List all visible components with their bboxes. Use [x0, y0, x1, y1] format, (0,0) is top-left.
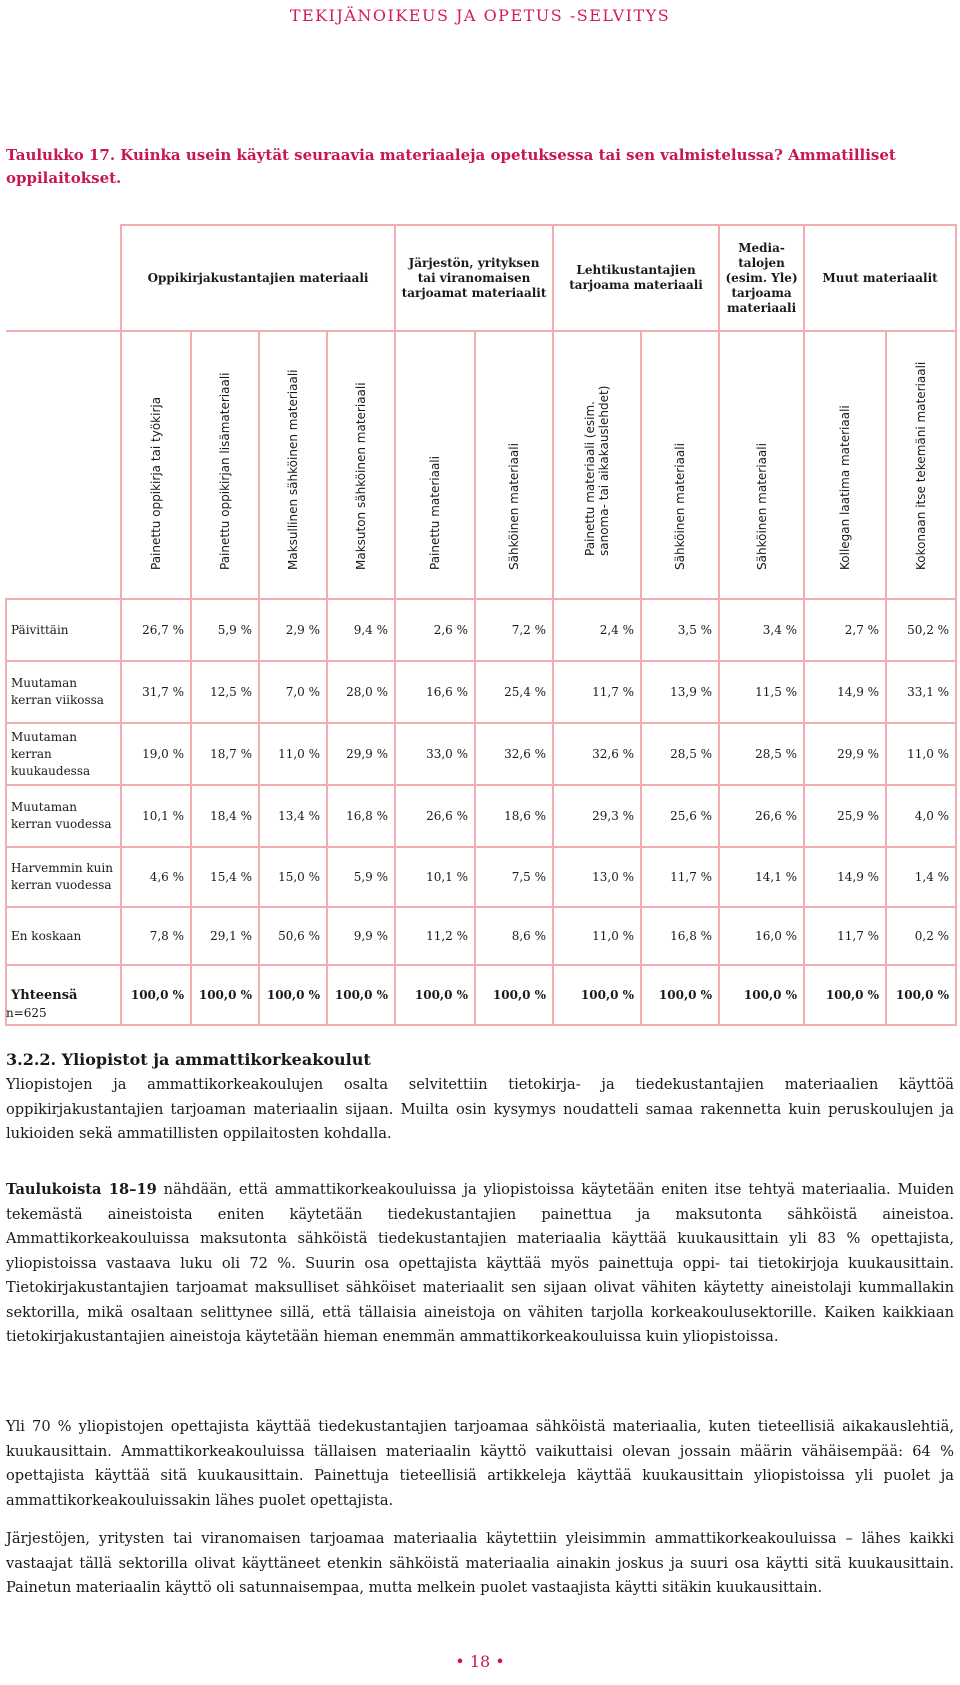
- table-cell: 25,9 %: [804, 785, 886, 847]
- table-cell: 32,6 %: [553, 723, 641, 785]
- table-cell: 11,7 %: [553, 661, 641, 723]
- group-header: Muut materiaalit: [804, 225, 956, 331]
- column-header-label: Sähköinen materiaali: [754, 443, 769, 570]
- table-cell: 5,9 %: [327, 847, 395, 907]
- paragraph: [6, 1178, 954, 1350]
- table-cell: 11,2 %: [395, 907, 475, 965]
- column-header-label: Maksullinen sähköinen materiaali: [286, 369, 300, 570]
- table-cell: 13,4 %: [259, 785, 327, 847]
- table-caption: Taulukko 17. Kuinka usein käytät seuraavia materiaaleja opetuksessa tai sen valmistelussa? Ammatilliset oppilaitokset.: [6, 146, 896, 187]
- column-header: [191, 331, 259, 599]
- table-cell: 100,0 %: [327, 965, 395, 1025]
- table-cell: 33,0 %: [395, 723, 475, 785]
- column-header: [553, 331, 641, 599]
- table-cell: 10,1 %: [395, 847, 475, 907]
- column-header: [327, 331, 395, 599]
- row-label: Muutaman kerran viikossa: [6, 661, 121, 723]
- table-cell: 0,2 %: [886, 907, 956, 965]
- table-row: [6, 661, 956, 723]
- column-header-label: Kollegan laatima materiaali: [838, 405, 853, 570]
- table-row: [6, 907, 956, 965]
- row-label: Muutaman kerran kuukaudessa: [6, 723, 121, 785]
- column-header: [259, 331, 327, 599]
- column-header-label: Sähköinen materiaali: [507, 443, 522, 570]
- table-cell: 29,3 %: [553, 785, 641, 847]
- group-header: Oppikirjakustantajien materiaali: [121, 225, 395, 331]
- table-cell: 100,0 %: [191, 965, 259, 1025]
- table-cell: 25,4 %: [475, 661, 553, 723]
- table-cell: 2,9 %: [259, 599, 327, 661]
- paragraph: Järjestöjen, yritysten tai viranomaisen tarjoamaa materiaalia käytettiin yleisimmin ammattikorkeakouluissa – lähes kaikki vastaajat tällä sektorilla olivat käyttäneet etenkin sähköistä materiaalia ainakin joskus ja suuri osa käytti sitä kuukausittain. Painetun materiaalin käyttö oli satunnaisempaa, mutta melkein puolet vastaajista käytti sitäkin kuukausittain.: [6, 1530, 954, 1596]
- table-cell: 11,0 %: [886, 723, 956, 785]
- page-number: • 18 •: [455, 1652, 505, 1671]
- column-header-label: Sähköinen materiaali: [673, 443, 688, 570]
- table-cell: 13,9 %: [641, 661, 719, 723]
- table-cell: 31,7 %: [121, 661, 191, 723]
- row-label: Harvemmin kuin kerran vuodessa: [6, 847, 121, 907]
- column-header-label: Maksuton sähköinen materiaali: [354, 382, 369, 570]
- paragraph: Yliopistojen ja ammattikorkeakoulujen osalta selvitettiin tietokirja- ja tiedekustantajien materiaalien käyttöä oppikirjakustantajien tarjoaman materiaalin sijaan. Muilta osin kysymys noudatteli samaa rakennetta kuin peruskoulujen ja lukioiden sekä ammatillisten oppilaitosten kohdalla.: [6, 1076, 954, 1142]
- table-cell: 100,0 %: [395, 965, 475, 1025]
- row-label: Yhteensä: [6, 965, 121, 1025]
- table-cell: 19,0 %: [121, 723, 191, 785]
- table-cell: 100,0 %: [475, 965, 553, 1025]
- table-cell: 8,6 %: [475, 907, 553, 965]
- table-cell: 28,5 %: [641, 723, 719, 785]
- total-row: [6, 965, 956, 1025]
- table-cell: 11,0 %: [259, 723, 327, 785]
- table-cell: 26,7 %: [121, 599, 191, 661]
- column-header-label: Painettu oppikirjan lisämateriaali: [218, 372, 232, 570]
- table-cell: 28,0 %: [327, 661, 395, 723]
- table-cell: 16,8 %: [327, 785, 395, 847]
- table-cell: 15,0 %: [259, 847, 327, 907]
- sample-size: n=625: [6, 1006, 47, 1020]
- row-label: Muutaman kerran vuodessa: [6, 785, 121, 847]
- table-cell: 100,0 %: [804, 965, 886, 1025]
- column-header-label: Painettu oppikirja tai työkirja: [149, 396, 163, 570]
- table-cell: 4,6 %: [121, 847, 191, 907]
- column-header-label: Painettu materiaali: [428, 456, 443, 570]
- table-cell: 15,4 %: [191, 847, 259, 907]
- table-cell: 33,1 %: [886, 661, 956, 723]
- column-header: [886, 331, 956, 599]
- column-header: [719, 331, 804, 599]
- table-row: [6, 847, 956, 907]
- column-header: [804, 331, 886, 599]
- table-row: [6, 599, 956, 661]
- paragraph-text: nähdään, että ammattikorkeakouluissa ja yliopistoissa käytetään eniten itse tehtyä materiaalia. Muiden tekemästä aineistoista eniten käytetään tiedekustantajien painettua ja maksutonta sähköistä aineistoa. Ammattikorkeakouluissa maksutonta sähköistä tiedekustantajien materiaalia käyttää kuukausittain yli 83 % opettajista, yliopistoissa vastaava luku oli 72 %. Suurin osa opettajista käyttää myös painettuja oppi- tai tietokirjoja kuukausittain. Tietokirjakustantajien tarjoamat maksulliset sähköiset materiaalit sen sijaan olivat vähiten käytetty aineistolaji kummallakin sektorilla, mikä osaltaan selittynee sillä, että tällaisia aineistoja on vähiten tarjolla korkeakoulusektorille. Kaiken kaikkiaan tietokirjakustantajien aineistoja käytetään hieman enemmän ammattikorkeakouluissa kuin yliopistoissa.: [6, 1181, 954, 1345]
- empty-corner: [6, 225, 121, 331]
- table-cell: 100,0 %: [641, 965, 719, 1025]
- table-cell: 16,6 %: [395, 661, 475, 723]
- table-cell: 7,2 %: [475, 599, 553, 661]
- table-cell: 3,4 %: [719, 599, 804, 661]
- table-cell: 14,1 %: [719, 847, 804, 907]
- column-header: [475, 331, 553, 599]
- table-cell: 32,6 %: [475, 723, 553, 785]
- table-cell: 9,9 %: [327, 907, 395, 965]
- empty-corner: [6, 331, 121, 599]
- table-cell: 18,6 %: [475, 785, 553, 847]
- table-cell: 7,8 %: [121, 907, 191, 965]
- group-header: Media-talojen (esim. Yle) tarjoama materiaali: [719, 225, 804, 331]
- table-cell: 50,2 %: [886, 599, 956, 661]
- table-cell: 9,4 %: [327, 599, 395, 661]
- table-cell: 26,6 %: [395, 785, 475, 847]
- row-label: En koskaan: [6, 907, 121, 965]
- table-row: [6, 785, 956, 847]
- table-cell: 11,0 %: [553, 907, 641, 965]
- table-cell: 2,4 %: [553, 599, 641, 661]
- table-cell: 29,1 %: [191, 907, 259, 965]
- table-cell: 11,5 %: [719, 661, 804, 723]
- row-label: Päivittäin: [6, 599, 121, 661]
- table-cell: 7,5 %: [475, 847, 553, 907]
- paragraph: Yli 70 % yliopistojen opettajista käyttää tiedekustantajien tarjoamaa sähköistä materiaalia, kuten tieteellisiä aikakauslehtiä, kuukausittain. Ammattikorkeakouluissa tällaisen materiaalin käyttö vaikuttaisi olevan jossain määrin vähäisempää: 64 % opettajista käyttää sitä kuukausittain. Painettuja tieteellisiä artikkeleja käyttää kuukausittain yliopistoissa yli puolet ja ammattikorkeakouluissakin lähes puolet opettajista.: [6, 1418, 954, 1509]
- column-header-label: Kokonaan itse tekemäni materiaali: [914, 361, 929, 570]
- table-row: [6, 723, 956, 785]
- table-cell: 11,7 %: [641, 847, 719, 907]
- table-cell: 100,0 %: [121, 965, 191, 1025]
- paragraph-bold-lead: Taulukoista 18–19: [6, 1181, 157, 1198]
- table-cell: 2,7 %: [804, 599, 886, 661]
- column-header: [121, 331, 191, 599]
- table-cell: 28,5 %: [719, 723, 804, 785]
- table-cell: 10,1 %: [121, 785, 191, 847]
- table-cell: 14,9 %: [804, 661, 886, 723]
- table-cell: 2,6 %: [395, 599, 475, 661]
- group-header-row: [6, 225, 956, 331]
- table-cell: 12,5 %: [191, 661, 259, 723]
- table-cell: 1,4 %: [886, 847, 956, 907]
- table-cell: 25,6 %: [641, 785, 719, 847]
- table-cell: 11,7 %: [804, 907, 886, 965]
- group-header: Lehtikustantajien tarjoama materiaali: [553, 225, 719, 331]
- table-cell: 4,0 %: [886, 785, 956, 847]
- running-header: TEKIJÄNOIKEUS JA OPETUS -SELVITYS: [289, 6, 671, 25]
- table-cell: 18,7 %: [191, 723, 259, 785]
- table-cell: 7,0 %: [259, 661, 327, 723]
- table-cell: 29,9 %: [327, 723, 395, 785]
- table-cell: 14,9 %: [804, 847, 886, 907]
- table-cell: 29,9 %: [804, 723, 886, 785]
- column-header-row: [6, 331, 956, 599]
- table-cell: 26,6 %: [719, 785, 804, 847]
- table-cell: 3,5 %: [641, 599, 719, 661]
- column-header: [395, 331, 475, 599]
- table-cell: 50,6 %: [259, 907, 327, 965]
- table-cell: 16,8 %: [641, 907, 719, 965]
- group-header: Järjestön, yrityksen tai viranomaisen tarjoamat materiaalit: [395, 225, 553, 331]
- table-cell: 100,0 %: [886, 965, 956, 1025]
- table-cell: 100,0 %: [553, 965, 641, 1025]
- usage-table: [5, 224, 957, 1026]
- column-header: [641, 331, 719, 599]
- table-cell: 18,4 %: [191, 785, 259, 847]
- table-cell: 16,0 %: [719, 907, 804, 965]
- table-cell: 5,9 %: [191, 599, 259, 661]
- table-cell: 13,0 %: [553, 847, 641, 907]
- table-cell: 100,0 %: [259, 965, 327, 1025]
- column-header-label: Painettu materiaali (esim. sanoma- tai aikakauslehdet): [583, 385, 612, 556]
- section-title: 3.2.2. Yliopistot ja ammattikorkeakoulut: [6, 1050, 371, 1069]
- table-cell: 100,0 %: [719, 965, 804, 1025]
